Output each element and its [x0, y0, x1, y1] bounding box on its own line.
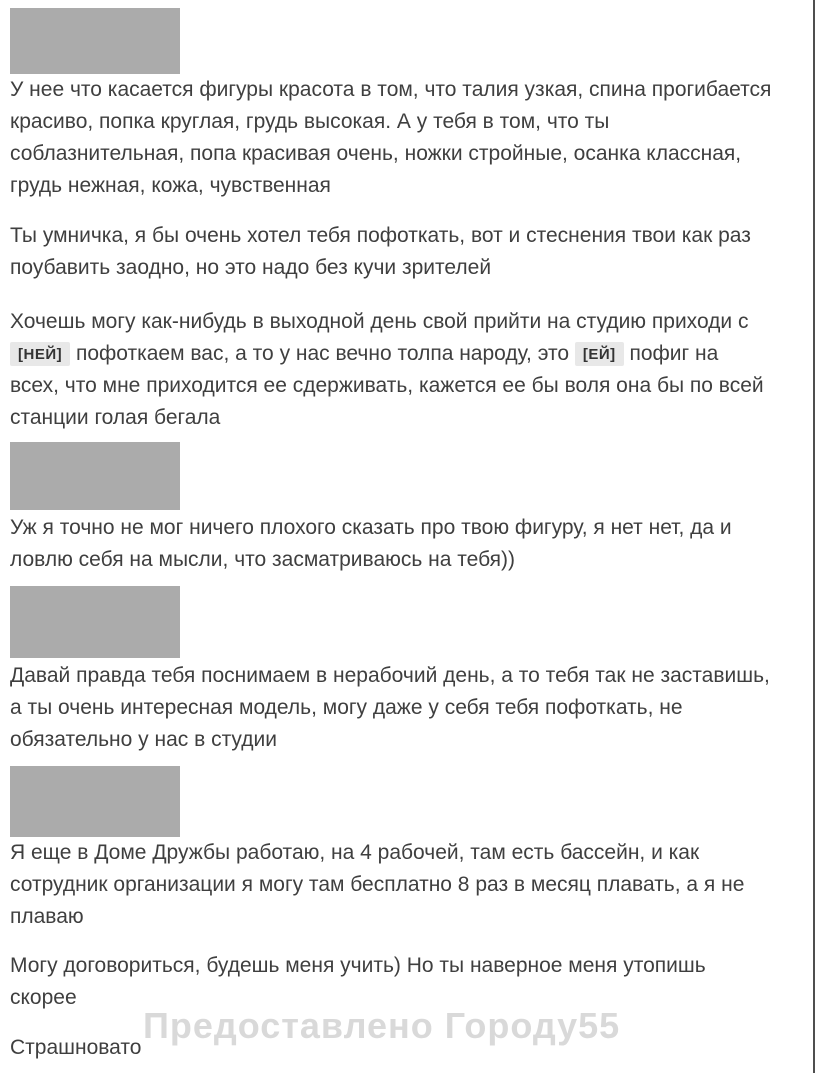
redacted-sender-block	[10, 8, 180, 74]
message-text: Хочешь могу как-нибудь в выходной день свой прийти на студию приходи с [НЕЙ] пофоткаем вас, а то у нас вечно толпа народу, это [ЕЙ] пофиг на всех, что мне приходится ее сдерживать, кажется ее бы воля она бы по всей станции голая бегала	[10, 310, 764, 429]
watermark-text: Предоставлено Городу55	[143, 1005, 621, 1046]
message-text: Страшновато	[10, 1036, 142, 1059]
message-text: Уж я точно не мог ничего плохого сказать про твою фигуру, я нет нет, да и ловлю себя на мысли, что засматриваюсь на тебя))	[10, 516, 732, 571]
message-text: Я еще в Доме Дружбы работаю, на 4 рабочей, там есть бассейн, и как сотрудник организации я могу там бесплатно 8 раз в месяц плавать, а я не плаваю	[10, 841, 745, 928]
redacted-sender-block	[10, 766, 180, 837]
message-text: Ты умничка, я бы очень хотел тебя пофоткать, вот и стеснения твои как раз поубавить заодно, но это надо без кучи зрителей	[10, 224, 751, 279]
message-text: У нее что касается фигуры красота в том, что талия узкая, спина прогибается красиво, попка круглая, грудь высокая. А у тебя в том, что ты соблазнительная, попа красивая очень, ножки стройные, осанка классная, грудь нежная, кожа, чувственная	[10, 78, 772, 197]
redacted-sender-block	[10, 586, 180, 658]
right-border	[813, 0, 815, 1073]
redacted-sender-block	[10, 442, 180, 510]
redacted-name-badge: [ЕЙ]	[575, 342, 624, 366]
redacted-name-badge: [НЕЙ]	[10, 342, 70, 366]
message-text: Могу договориться, будешь меня учить) Но ты наверное меня утопишь скорее	[10, 954, 706, 1009]
messages-column	[10, 8, 772, 1064]
message-text: Давай правда тебя поснимаем в нерабочий день, а то тебя так не заставишь, а ты очень интересная модель, могу даже у себя тебя пофоткать, не обязательно у нас в студии	[10, 664, 770, 751]
